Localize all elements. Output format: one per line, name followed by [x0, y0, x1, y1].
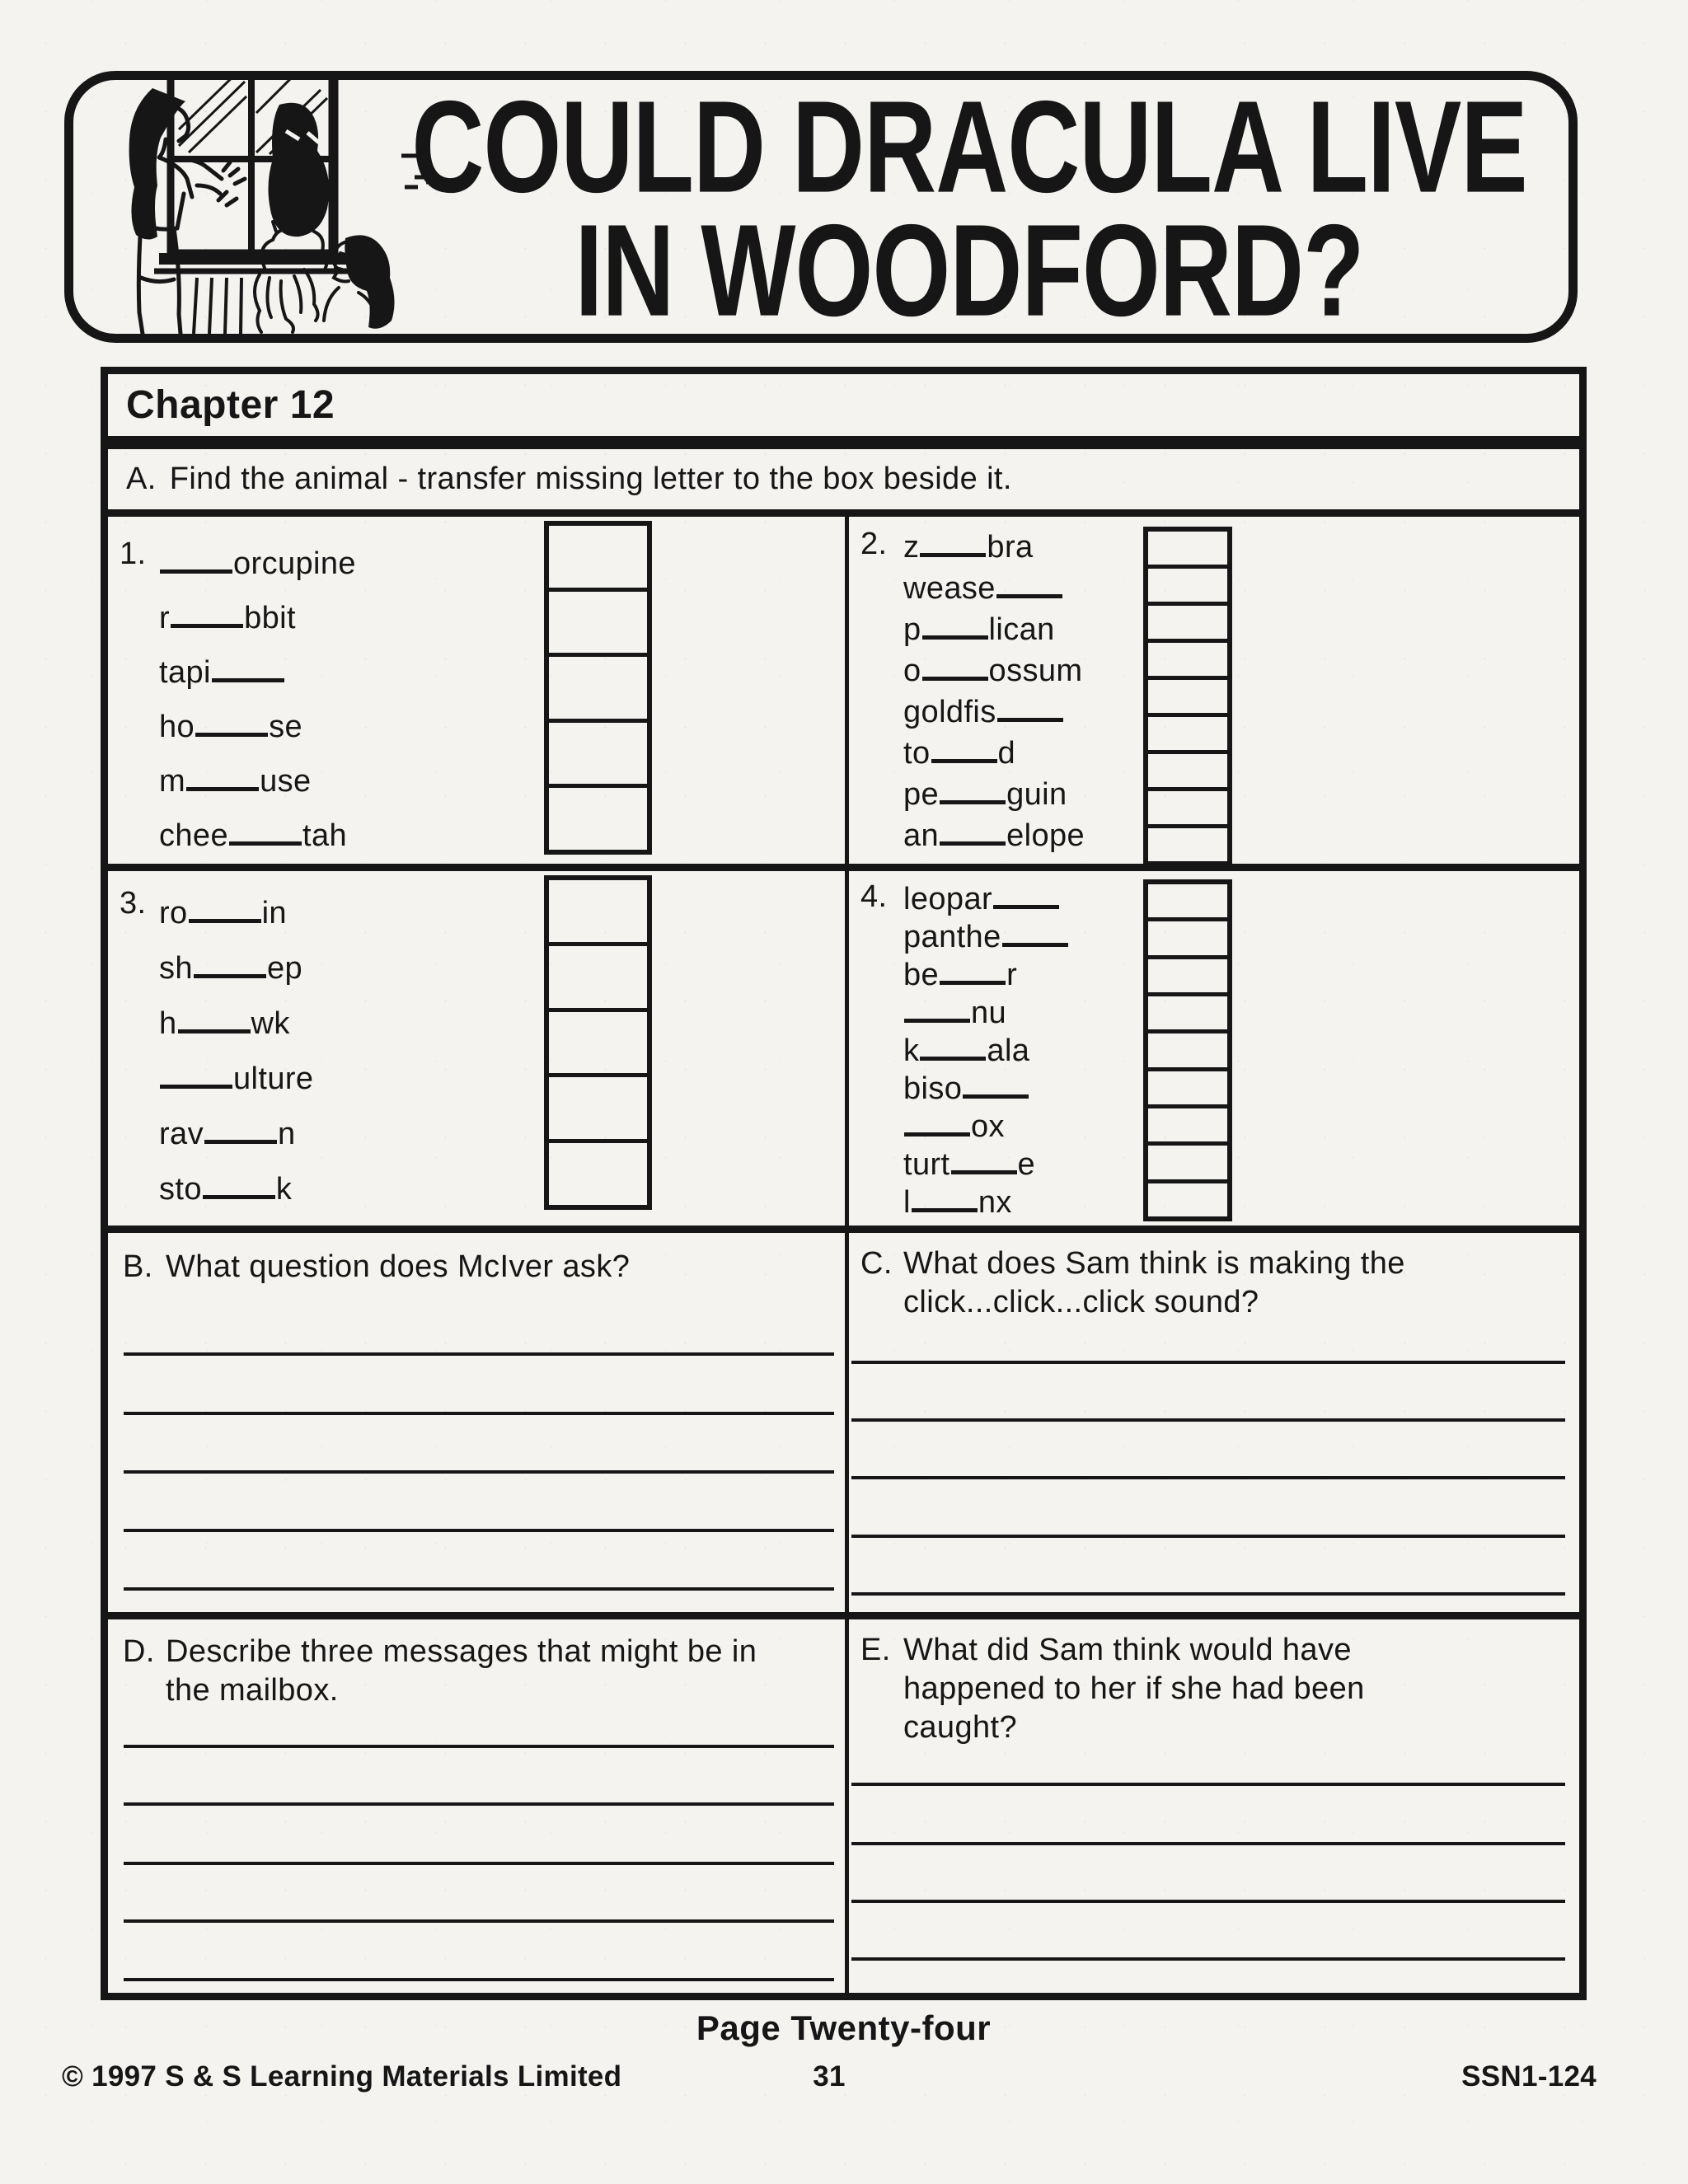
worksheet-body [101, 367, 1587, 2000]
section-a-label: A. [126, 462, 157, 496]
animal-word [903, 1031, 1069, 1069]
word-prefix: sto [159, 1172, 202, 1207]
answer-box-cell[interactable] [1148, 992, 1227, 1029]
page-name-label: Page Twenty-four [696, 2008, 992, 2047]
animal-lists-row-1 [108, 517, 1579, 871]
missing-letter-blank[interactable] [940, 955, 1006, 985]
word-prefix: ho [159, 710, 195, 744]
title-banner [64, 71, 1578, 343]
word-suffix: ala [987, 1033, 1030, 1069]
animal-word [903, 733, 1085, 774]
word-list [159, 886, 313, 1217]
chapter-header-row [108, 374, 1579, 449]
answer-box-cell[interactable] [1148, 884, 1227, 917]
missing-letter-blank[interactable] [229, 816, 302, 846]
word-suffix: ulture [233, 1062, 314, 1096]
answer-box[interactable] [544, 521, 652, 855]
animal-word [159, 996, 313, 1052]
animal-word [903, 1145, 1069, 1183]
writing-line[interactable] [851, 1361, 1565, 1364]
animal-list-1 [108, 517, 849, 864]
missing-letter-blank[interactable] [186, 762, 259, 791]
section-d-label: D. [123, 1634, 155, 1669]
animal-lists-row-2 [108, 871, 1579, 1233]
word-suffix: r [1006, 958, 1018, 993]
word-prefix: rav [159, 1117, 204, 1151]
animal-word [159, 1052, 313, 1107]
answer-box-cell[interactable] [1148, 917, 1227, 954]
animal-list-4 [849, 871, 1579, 1226]
section-e-label: E. [860, 1633, 891, 1667]
word-suffix: use [260, 764, 312, 799]
section-e-question: What did Sam think would have happened to her if she had been caught? [903, 1633, 1365, 1745]
questions-row-bc [108, 1233, 1579, 1619]
word-suffix: d [997, 736, 1016, 771]
section-d [108, 1619, 849, 1993]
section-e [849, 1619, 1579, 1993]
missing-letter-blank[interactable] [931, 733, 997, 763]
word-suffix: guin [1006, 777, 1067, 812]
worksheet-title [403, 73, 1536, 343]
writing-line[interactable] [124, 1352, 834, 1356]
writing-line[interactable] [124, 1529, 834, 1532]
animal-list-3 [108, 871, 849, 1226]
animal-word [903, 815, 1085, 856]
word-prefix: r [159, 601, 171, 635]
writing-line[interactable] [124, 1919, 834, 1923]
answer-box-cell[interactable] [1148, 824, 1227, 861]
animal-word [903, 650, 1085, 691]
writing-line[interactable] [124, 1862, 834, 1865]
answer-box-cell[interactable] [1148, 1104, 1227, 1141]
animal-word [159, 886, 313, 941]
list-number: 4. [860, 879, 888, 914]
missing-letter-blank[interactable] [922, 651, 988, 681]
word-prefix: o [903, 654, 921, 688]
answer-box-cell[interactable] [1148, 639, 1227, 676]
word-prefix: be [903, 958, 940, 993]
answer-box-cell[interactable] [549, 784, 647, 850]
missing-letter-blank[interactable] [904, 993, 970, 1023]
title-line-2: IN WOODFORD? [574, 197, 1364, 343]
answer-box-cell[interactable] [1148, 955, 1227, 992]
answer-box-cell[interactable] [549, 526, 647, 588]
word-suffix: orcupine [233, 546, 356, 581]
word-prefix: pe [903, 777, 940, 812]
missing-letter-blank[interactable] [189, 893, 261, 923]
word-prefix: h [159, 1006, 177, 1041]
animal-word [903, 917, 1069, 955]
word-suffix: in [261, 896, 287, 930]
answer-box-cell[interactable] [1148, 565, 1227, 602]
answer-box-cell[interactable] [1148, 532, 1227, 565]
copyright-text: © 1997 S & S Learning Materials Limited [62, 2060, 622, 2093]
word-prefix: goldfis [903, 695, 996, 729]
word-prefix: leopar [903, 882, 993, 917]
word-list [903, 527, 1085, 856]
missing-letter-blank[interactable] [951, 1145, 1017, 1174]
missing-letter-blank[interactable] [195, 707, 268, 737]
word-prefix: l [903, 1185, 911, 1221]
answer-box[interactable] [544, 875, 652, 1210]
writing-line[interactable] [851, 1592, 1565, 1596]
animal-word [903, 691, 1085, 733]
answer-box-cell[interactable] [1148, 787, 1227, 824]
animal-word [159, 754, 356, 808]
answer-box-cell[interactable] [1148, 713, 1227, 750]
missing-letter-blank[interactable] [920, 527, 986, 557]
list-number: 1. [120, 537, 147, 571]
answer-box-cell[interactable] [549, 1008, 647, 1074]
missing-letter-blank[interactable] [160, 544, 232, 574]
animal-word [159, 591, 356, 645]
section-c-label: C. [860, 1246, 893, 1281]
product-code: SSN1-124 [1461, 2060, 1597, 2093]
word-prefix: panthe [903, 920, 1001, 955]
list-number: 3. [120, 886, 147, 921]
animal-word [903, 955, 1069, 993]
writing-line[interactable] [851, 1783, 1565, 1786]
writing-line[interactable] [124, 1745, 834, 1748]
missing-letter-blank[interactable] [904, 1107, 970, 1137]
missing-letter-blank[interactable] [940, 816, 1006, 846]
word-suffix: lican [988, 612, 1055, 647]
writing-line[interactable] [124, 1470, 834, 1474]
word-prefix: biso [903, 1071, 963, 1107]
missing-letter-blank[interactable] [1002, 917, 1068, 947]
writing-line[interactable] [851, 1535, 1565, 1538]
answer-box-cell[interactable] [1148, 1067, 1227, 1104]
word-suffix: tah [302, 818, 348, 853]
answer-box-cell[interactable] [549, 942, 647, 1008]
word-suffix: bbit [244, 601, 296, 635]
answer-box-cell[interactable] [1148, 1029, 1227, 1066]
animal-word [903, 774, 1085, 815]
word-prefix: ro [159, 896, 188, 930]
word-prefix: chee [159, 818, 229, 853]
word-list [903, 879, 1069, 1221]
animal-word [159, 941, 313, 996]
questions-row-de [108, 1619, 1579, 1993]
animal-word [903, 1183, 1069, 1221]
answer-box[interactable] [1143, 879, 1232, 1221]
animal-word [903, 1107, 1069, 1145]
missing-letter-blank[interactable] [194, 949, 266, 978]
animal-word [159, 700, 356, 754]
writing-line[interactable] [124, 1802, 834, 1806]
missing-letter-blank[interactable] [203, 1169, 275, 1199]
word-suffix: elope [1006, 818, 1085, 853]
answer-box-cell[interactable] [1148, 676, 1227, 713]
animal-word [903, 879, 1069, 917]
word-list [159, 537, 356, 863]
writing-line[interactable] [124, 1412, 834, 1415]
word-prefix: turt [903, 1147, 950, 1183]
word-suffix: ep [266, 951, 303, 986]
section-a-instruction: Find the animal - transfer missing letter to the box beside it. [169, 462, 1012, 496]
word-prefix: sh [159, 951, 193, 986]
writing-line[interactable] [851, 1418, 1565, 1422]
animal-word [159, 808, 356, 863]
writing-line[interactable] [851, 1842, 1565, 1845]
section-c-question: What does Sam think is making the click...click...click sound? [903, 1246, 1405, 1319]
writing-line[interactable] [124, 1978, 834, 1981]
section-a-instruction-row [108, 449, 1579, 517]
answer-box-cell[interactable] [549, 719, 647, 785]
animal-word [159, 1107, 313, 1162]
word-suffix: n [278, 1117, 296, 1151]
missing-letter-blank[interactable] [993, 879, 1059, 909]
page-number: 31 [813, 2060, 846, 2093]
writing-line[interactable] [851, 1957, 1565, 1961]
answer-box-cell[interactable] [549, 653, 647, 719]
answer-box-cell[interactable] [549, 1139, 647, 1205]
missing-letter-blank[interactable] [178, 1004, 251, 1033]
word-prefix: z [903, 530, 920, 565]
writing-line[interactable] [851, 1476, 1565, 1479]
word-suffix: k [275, 1172, 293, 1207]
word-prefix: m [159, 764, 186, 799]
missing-letter-blank[interactable] [912, 1183, 978, 1212]
animal-word [903, 1069, 1069, 1107]
missing-letter-blank[interactable] [160, 1059, 232, 1089]
answer-box-cell[interactable] [1148, 1179, 1227, 1216]
word-suffix: ox [971, 1109, 1005, 1145]
missing-letter-blank[interactable] [940, 775, 1006, 804]
answer-box-cell[interactable] [549, 880, 647, 942]
chapter-title: Chapter 12 [126, 383, 335, 427]
word-prefix: tapi [159, 655, 211, 690]
word-suffix: nx [978, 1185, 1012, 1221]
section-d-question: Describe three messages that might be in the mailbox. [166, 1634, 757, 1708]
animal-word [903, 609, 1085, 650]
section-b-question: What question does McIver ask? [166, 1249, 631, 1284]
missing-letter-blank[interactable] [997, 692, 1063, 722]
missing-letter-blank[interactable] [920, 1031, 986, 1061]
section-c [849, 1233, 1579, 1612]
animal-list-2 [849, 517, 1579, 864]
list-number: 2. [860, 527, 888, 561]
word-prefix: an [903, 818, 940, 853]
word-suffix: wk [251, 1006, 290, 1041]
word-prefix: k [903, 1033, 920, 1069]
animal-word [903, 993, 1069, 1031]
missing-letter-blank[interactable] [922, 610, 988, 640]
animal-word [159, 645, 356, 700]
missing-letter-blank[interactable] [963, 1069, 1029, 1099]
writing-line[interactable] [851, 1900, 1565, 1903]
animal-word [903, 527, 1085, 568]
word-suffix: se [269, 710, 303, 744]
word-prefix: wease [903, 571, 996, 606]
word-prefix: p [903, 612, 921, 647]
animal-word [159, 537, 356, 591]
footer [62, 2060, 1597, 2097]
word-prefix: to [903, 736, 931, 771]
missing-letter-blank[interactable] [204, 1114, 277, 1144]
missing-letter-blank[interactable] [171, 598, 243, 628]
word-suffix: ossum [988, 654, 1083, 688]
word-suffix: bra [987, 530, 1034, 565]
writing-line[interactable] [124, 1587, 834, 1591]
answer-box-cell[interactable] [1148, 750, 1227, 787]
answer-box-cell[interactable] [1148, 602, 1227, 639]
section-b [108, 1233, 849, 1612]
missing-letter-blank[interactable] [996, 569, 1062, 598]
section-b-label: B. [123, 1249, 153, 1284]
animal-word [159, 1162, 313, 1217]
answer-box-cell[interactable] [549, 1073, 647, 1139]
title-line-1: COULD DRACULA LIVE [411, 73, 1527, 220]
animal-word [903, 568, 1085, 609]
answer-box[interactable] [1143, 527, 1232, 866]
missing-letter-blank[interactable] [212, 653, 284, 682]
word-suffix: e [1017, 1147, 1036, 1183]
answer-box-cell[interactable] [549, 588, 647, 654]
answer-box-cell[interactable] [1148, 1141, 1227, 1179]
word-suffix: nu [971, 996, 1007, 1031]
